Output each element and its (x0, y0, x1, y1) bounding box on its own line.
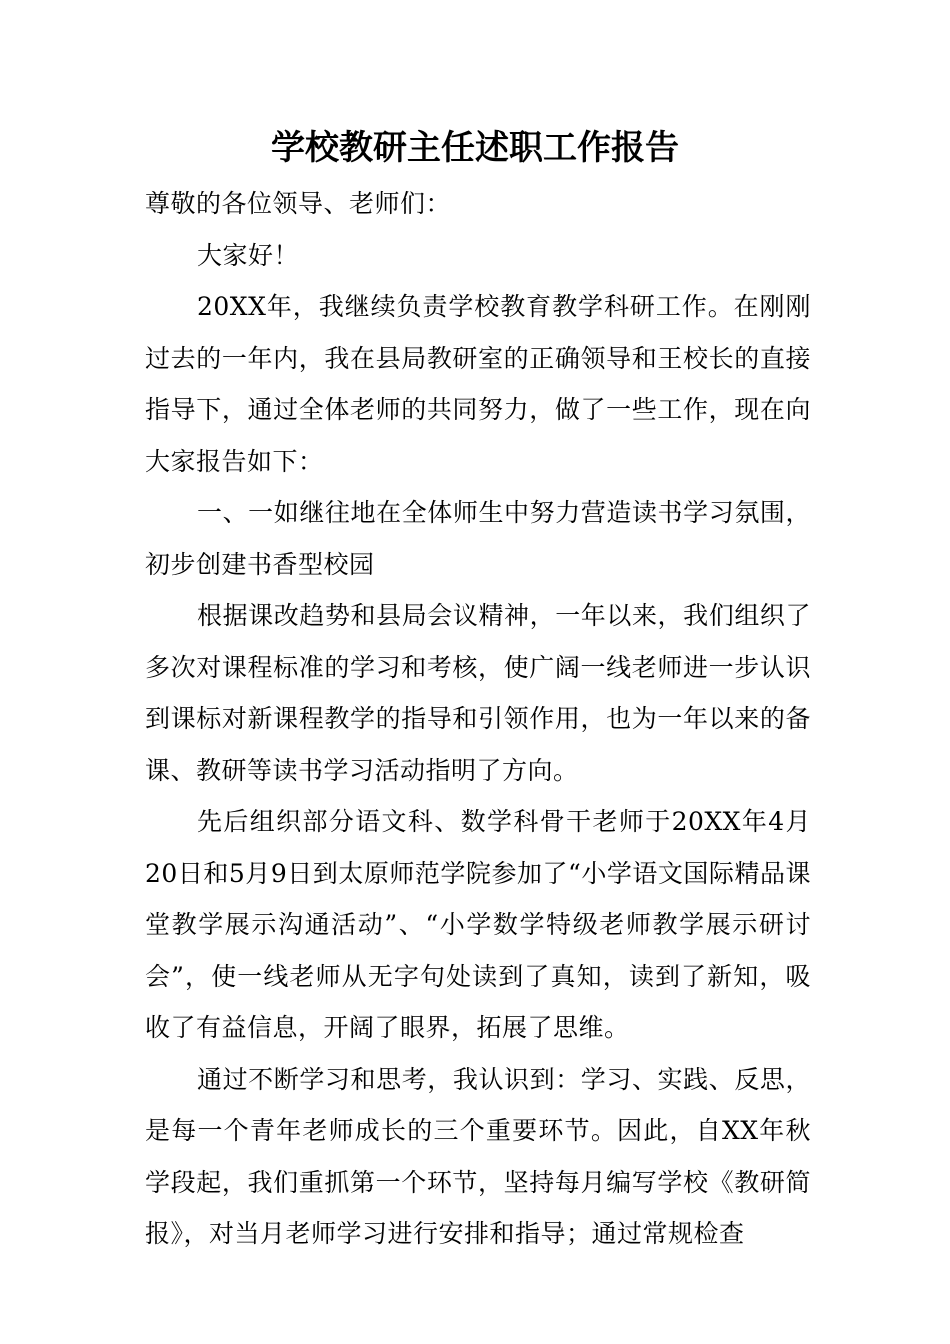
body-paragraph: 通过不断学习和思考，我认识到：学习、实践、反思，是每一个青年老师成长的三个重要环节。因此，自XX年秋学段起，我们重抓第一个环节，坚持每月编写学校《教研简报》，对当月老师学习进行安排和指导；通过常规检查 (145, 1064, 811, 1248)
body-paragraph: 根据课改趋势和县局会议精神，一年以来，我们组织了多次对课程标准的学习和考核，使广阔一线老师进一步认识到课标对新课程教学的指导和引领作用，也为一年以来的备课、教研等读书学习活动指明了方向。 (145, 601, 811, 785)
body-paragraph: 先后组织部分语文科、数学科骨干老师于20XX年4月20日和5月9日到太原师范学院参加了“小学语文国际精品课堂教学展示沟通活动”、“小学数学特级老师教学展示研讨会”，使一线老师从无字句处读到了真知，读到了新知，吸收了有益信息，开阔了眼界，拓展了思维。 (145, 807, 811, 1042)
greeting-paragraph: 大家好！ (197, 240, 300, 270)
section-heading-1: 一、一如继往地在全体师生中努力营造读书学习氛围，初步创建书香型校园 (145, 498, 811, 579)
salutation: 尊敬的各位领导、老师们： (145, 189, 452, 218)
document-body (145, 178, 811, 1260)
intro-paragraph: 20XX年，我继续负责学校教育教学科研工作。在刚刚过去的一年内，我在县局教研室的正确领导和王校长的直接指导下，通过全体老师的共同努力，做了一些工作，现在向大家报告如下： (145, 292, 811, 476)
document-title: 学校教研主任述职工作报告 (271, 128, 679, 168)
